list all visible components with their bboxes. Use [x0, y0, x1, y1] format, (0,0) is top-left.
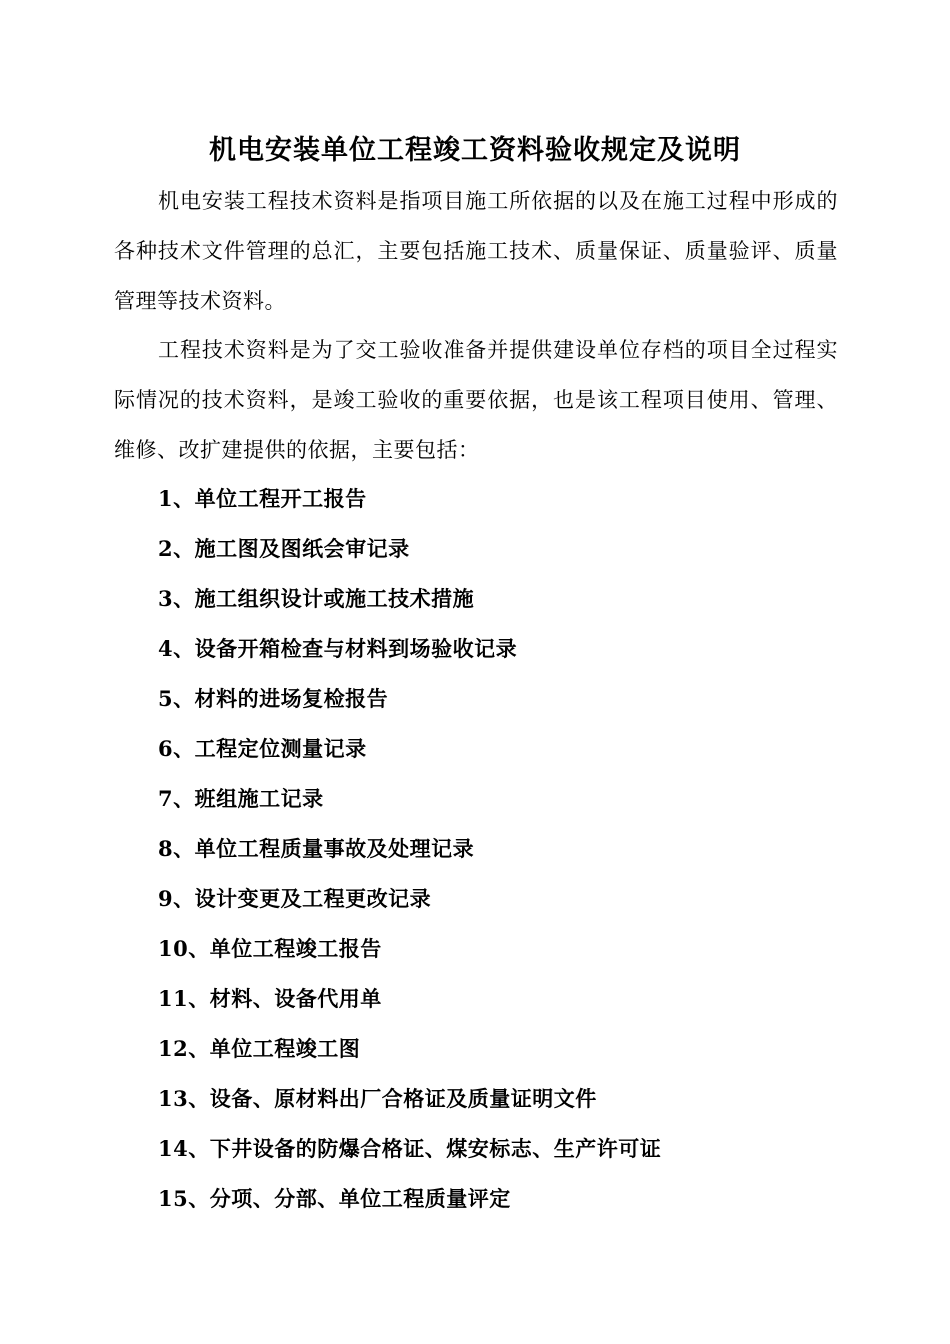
- list-item: 9、设计变更及工程更改记录: [158, 886, 432, 911]
- list-item: 8、单位工程质量事故及处理记录: [158, 836, 475, 861]
- document-list: [158, 474, 661, 1224]
- paragraph-intro: 机电安装工程技术资料是指项目施工所依据的以及在施工过程中形成的各种技术文件管理的总汇，主要包括施工技术、质量保证、质量验评、质量管理等技术资料。: [114, 189, 838, 313]
- list-item: 2、施工图及图纸会审记录: [158, 536, 410, 561]
- list-item: 4、设备开箱检查与材料到场验收记录: [158, 636, 518, 661]
- list-item: 15、分项、分部、单位工程质量评定: [158, 1186, 511, 1211]
- list-item: 12、单位工程竣工图: [158, 1036, 361, 1061]
- list-item: 13、设备、原材料出厂合格证及质量证明文件: [158, 1086, 597, 1111]
- list-item: 11、材料、设备代用单: [158, 986, 382, 1011]
- paragraph-contents: 工程技术资料是为了交工验收准备并提供建设单位存档的项目全过程实际情况的技术资料，是竣工验收的重要依据，也是该工程项目使用、管理、维修、改扩建提供的依据，主要包括：: [114, 338, 838, 462]
- list-item: 14、下井设备的防爆合格证、煤安标志、生产许可证: [158, 1136, 662, 1161]
- document-title: 机电安装单位工程竣工资料验收规定及说明: [209, 135, 741, 166]
- list-item: 10、单位工程竣工报告: [158, 936, 382, 961]
- list-item: 6、工程定位测量记录: [158, 736, 367, 761]
- list-item: 7、班组施工记录: [158, 786, 324, 811]
- list-item: 1、单位工程开工报告: [158, 486, 367, 511]
- list-item: 5、材料的进场复检报告: [158, 686, 389, 711]
- list-item: 3、施工组织设计或施工技术措施: [158, 586, 475, 611]
